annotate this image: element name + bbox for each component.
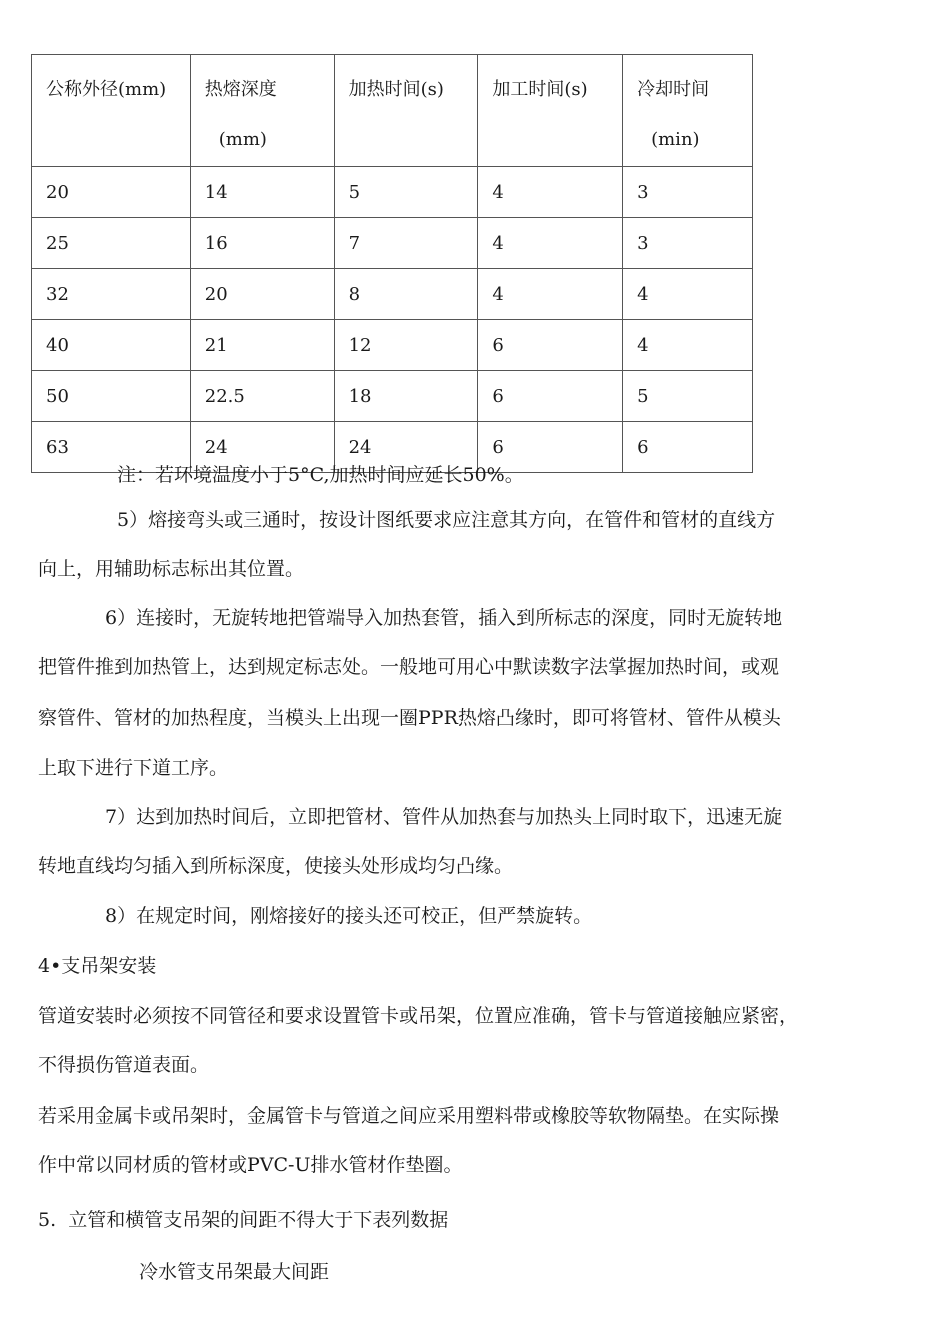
processing-time-cell: 6 [478,422,623,473]
melt-depth-cell: 16 [190,218,334,269]
cooling-time-cell: 4 [623,269,753,320]
cooling-time-cell: 3 [623,167,753,218]
header-outer-diameter: 公称外径(mm) [32,55,191,167]
table-row [32,167,753,218]
processing-time-cell: 6 [478,371,623,422]
heating-time-cell: 24 [334,422,478,473]
hot-melt-parameter-table [31,54,753,473]
item-8: 8）在规定时间，刚熔接好的接头还可校正，但严禁旋转。 [105,905,593,927]
section-4-p2-line-1: 若采用金属卡或吊架时，金属管卡与管道之间应采用塑料带或橡胶等软物隔垫。在实际操 [38,1105,780,1127]
item-6-line-2: 把管件推到加热管上，达到规定标志处。一般地可用心中默读数字法掌握加热时间，或观 [38,656,780,678]
item-6-line-3: 察管件、管材的加热程度，当模头上出现一圈PPR热熔凸缘时，即可将管材、管件从模头 [38,707,781,729]
item-7-line-2: 转地直线均匀插入到所标深度，使接头处形成均匀凸缘。 [38,855,514,877]
section-4-p2-line-2: 作中常以同材质的管材或PVC-U排水管材作垫圈。 [38,1154,463,1176]
table-row [32,218,753,269]
outer-diameter-cell: 50 [32,371,191,422]
cooling-time-cell: 4 [623,320,753,371]
processing-time-cell: 4 [478,218,623,269]
processing-time-cell: 6 [478,320,623,371]
heating-time-cell: 12 [334,320,478,371]
outer-diameter-cell: 20 [32,167,191,218]
heating-time-cell: 18 [334,371,478,422]
outer-diameter-cell: 40 [32,320,191,371]
section-4-p1-line-2: 不得损伤管道表面。 [38,1054,210,1076]
table-row [32,371,753,422]
processing-time-cell: 4 [478,269,623,320]
table-2-title: 冷水管支吊架最大间距 [139,1261,330,1283]
table-header-row [32,55,753,167]
table-row [32,269,753,320]
item-5-line-1: 5）熔接弯头或三通时，按设计图纸要求应注意其方向，在管件和管材的直线方 [117,509,776,531]
processing-time-cell: 4 [478,167,623,218]
section-5-heading: 5. 立管和横管支吊架的间距不得大于下表列数据 [38,1209,449,1231]
item-6-line-1: 6）连接时，无旋转地把管端导入加热套管，插入到所标志的深度，同时无旋转地 [105,607,783,629]
section-4-heading: 4•支吊架安装 [38,955,157,977]
heating-time-cell: 8 [334,269,478,320]
table-row [32,320,753,371]
outer-diameter-cell: 25 [32,218,191,269]
melt-depth-cell: 14 [190,167,334,218]
outer-diameter-cell: 63 [32,422,191,473]
cooling-time-cell: 3 [623,218,753,269]
outer-diameter-cell: 32 [32,269,191,320]
melt-depth-cell: 20 [190,269,334,320]
header-heating-time: 加热时间(s) [334,55,478,167]
heating-time-cell: 7 [334,218,478,269]
section-4-p1-line-1: 管道安装时必须按不同管径和要求设置管卡或吊架，位置应准确，管卡与管道接触应紧密， [38,1005,799,1027]
melt-depth-cell: 22.5 [190,371,334,422]
item-6-line-4: 上取下进行下道工序。 [38,757,229,779]
melt-depth-cell: 24 [190,422,334,473]
cooling-time-cell: 6 [623,422,753,473]
header-melt-depth: 热熔深度 (mm) [190,55,334,167]
header-cooling-time: 冷却时间 (min) [623,55,753,167]
heating-time-cell: 5 [334,167,478,218]
cooling-time-cell: 5 [623,371,753,422]
header-processing-time: 加工时间(s) [478,55,623,167]
item-7-line-1: 7）达到加热时间后，立即把管材、管件从加热套与加热头上同时取下，迅速无旋 [105,806,783,828]
item-5-line-2: 向上，用辅助标志标出其位置。 [38,558,305,580]
table-note: 注：若环境温度小于5°C,加热时间应延长50%。 [117,464,524,486]
melt-depth-cell: 21 [190,320,334,371]
